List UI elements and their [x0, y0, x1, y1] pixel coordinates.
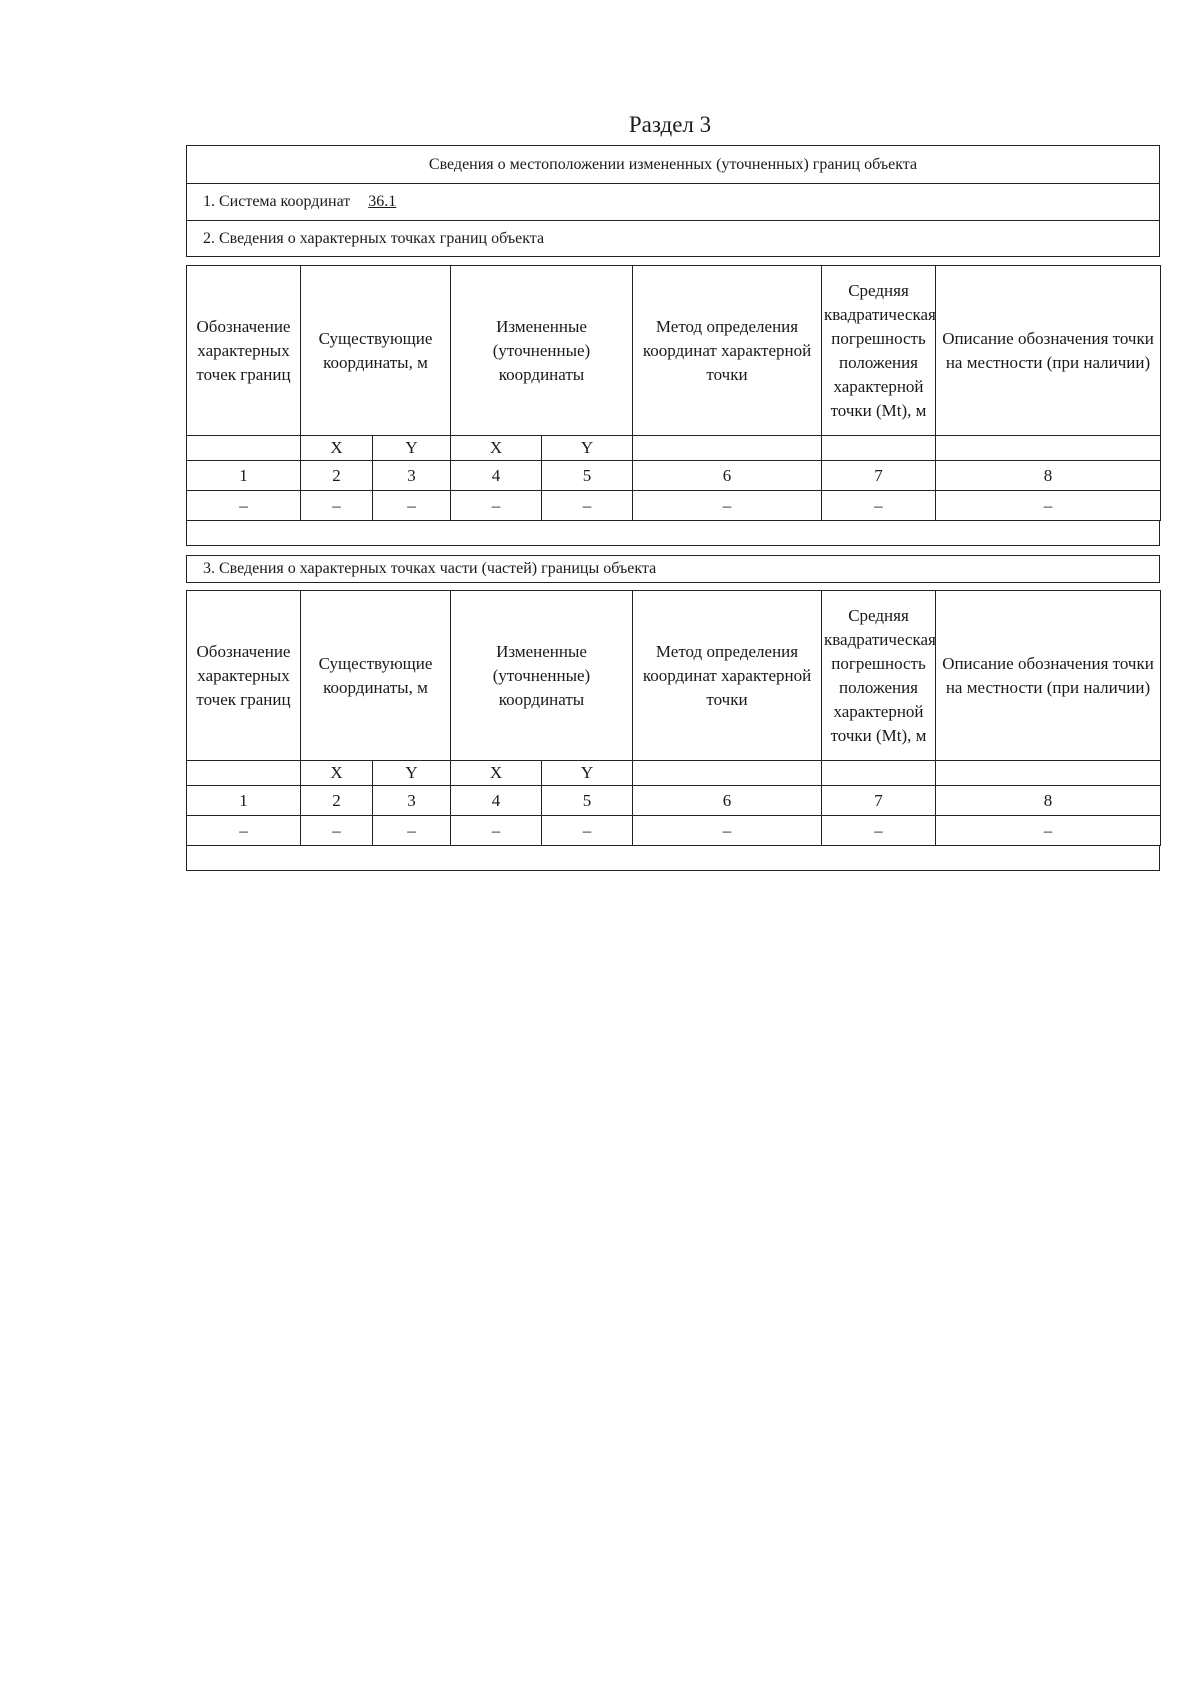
- dash-cell: –: [451, 491, 542, 521]
- col-existing-coords-header: Существующие координаты, м: [301, 266, 451, 436]
- dash-cell: –: [301, 816, 373, 846]
- empty-cell: [187, 761, 301, 786]
- dash-cell: –: [542, 491, 633, 521]
- empty-cell: [936, 436, 1161, 461]
- y-label: Y: [373, 761, 451, 786]
- xy-row: [187, 436, 1161, 461]
- section-heading: Сведения о местоположении измененных (уточненных) границ объекта: [428, 155, 918, 173]
- column-number: 6: [633, 786, 822, 816]
- column-number: 4: [451, 461, 542, 491]
- empty-cell: [633, 761, 822, 786]
- coord-system-label: 1. Система координат: [203, 193, 351, 210]
- col-method-header: Метод определения координат характерной точки: [633, 591, 822, 761]
- empty-cell: [822, 436, 936, 461]
- column-number: 6: [633, 461, 822, 491]
- empty-cell: [936, 761, 1161, 786]
- x-label: X: [301, 436, 373, 461]
- col-method-header: Метод определения координат характерной точки: [633, 266, 822, 436]
- part-boundary-points-table: [186, 590, 1161, 846]
- column-number: 4: [451, 786, 542, 816]
- column-number: 7: [822, 786, 936, 816]
- dash-cell: –: [187, 816, 301, 846]
- empty-cell: [187, 436, 301, 461]
- col-designation-header: Обозначение характерных точек границ: [187, 266, 301, 436]
- dash-cell: –: [633, 816, 822, 846]
- x-label: X: [301, 761, 373, 786]
- column-number: 2: [301, 461, 373, 491]
- col-changed-coords-header: Измененные (уточненные) координаты: [451, 591, 633, 761]
- column-number: 7: [822, 461, 936, 491]
- coord-system-value: 36.1: [368, 193, 397, 210]
- col-description-header: Описание обозначения точки на местности (при наличии): [936, 266, 1161, 436]
- column-number: 3: [373, 461, 451, 491]
- table-row: [187, 816, 1161, 846]
- x-label: X: [451, 761, 542, 786]
- y-label: Y: [373, 436, 451, 461]
- header-box: [186, 145, 1160, 257]
- column-number: 5: [542, 786, 633, 816]
- dash-cell: –: [936, 816, 1161, 846]
- col-accuracy-header: Средняя квадратическая погрешность положения характерной точки (Mt), м: [822, 591, 936, 761]
- section3-label: 3. Сведения о характерных точках части (частей) границы объекта: [203, 559, 657, 577]
- col-changed-coords-header: Измененные (уточненные) координаты: [451, 266, 633, 436]
- column-number: 2: [301, 786, 373, 816]
- column-number: 5: [542, 461, 633, 491]
- section3-box: [186, 555, 1160, 583]
- coord-system-row: [187, 183, 1159, 220]
- dash-cell: –: [822, 816, 936, 846]
- column-numbers-row: [187, 461, 1161, 491]
- dash-cell: –: [451, 816, 542, 846]
- empty-cell: [633, 436, 822, 461]
- dash-cell: –: [373, 491, 451, 521]
- dash-cell: –: [633, 491, 822, 521]
- dash-cell: –: [187, 491, 301, 521]
- table-footer-row: [186, 845, 1160, 871]
- dash-cell: –: [936, 491, 1161, 521]
- column-numbers-row: [187, 786, 1161, 816]
- table-row: [187, 491, 1161, 521]
- column-number: 1: [187, 461, 301, 491]
- col-designation-header: Обозначение характерных точек границ: [187, 591, 301, 761]
- boundary-points-table: [186, 265, 1161, 521]
- column-number: 8: [936, 461, 1161, 491]
- header-row: [187, 591, 1161, 761]
- y-label: Y: [542, 436, 633, 461]
- y-label: Y: [542, 761, 633, 786]
- dash-cell: –: [822, 491, 936, 521]
- dash-cell: –: [373, 816, 451, 846]
- col-description-header: Описание обозначения точки на местности (при наличии): [936, 591, 1161, 761]
- section2-label: 2. Сведения о характерных точках границ объекта: [187, 220, 1159, 256]
- dash-cell: –: [301, 491, 373, 521]
- x-label: X: [451, 436, 542, 461]
- col-existing-coords-header: Существующие координаты, м: [301, 591, 451, 761]
- column-number: 8: [936, 786, 1161, 816]
- column-number: 3: [373, 786, 451, 816]
- column-number: 1: [187, 786, 301, 816]
- col-accuracy-header: Средняя квадратическая погрешность положения характерной точки (Mt), м: [822, 266, 936, 436]
- empty-cell: [822, 761, 936, 786]
- dash-cell: –: [542, 816, 633, 846]
- page-title: Раздел 3: [628, 112, 712, 137]
- xy-row: [187, 761, 1161, 786]
- header-row: [187, 266, 1161, 436]
- table-footer-row: [186, 520, 1160, 546]
